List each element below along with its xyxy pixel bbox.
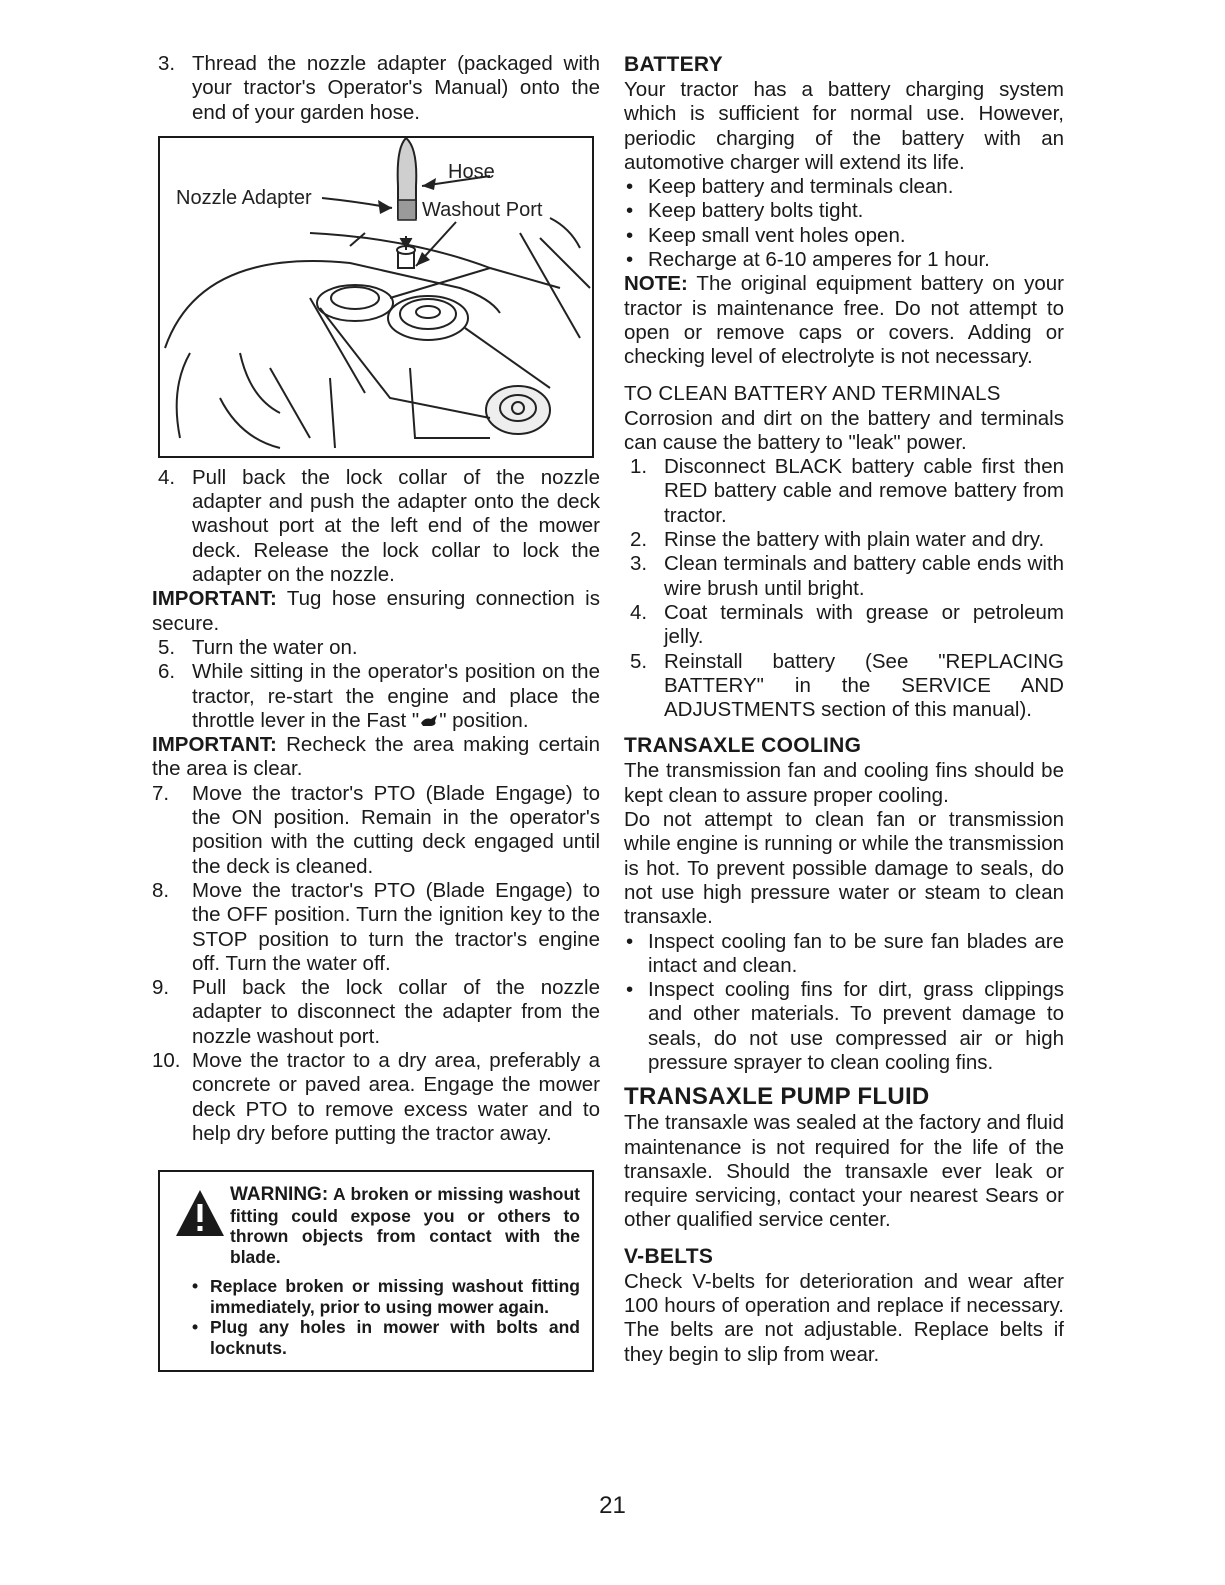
- right-column: [624, 52, 1064, 1367]
- list-item: [624, 248, 1064, 272]
- list-item: [624, 199, 1064, 223]
- important-text: Recheck the area making certain the area is clear.: [152, 733, 600, 781]
- washout-steps-a: [152, 466, 600, 587]
- list-item: [152, 636, 600, 660]
- list-item: [624, 930, 1064, 979]
- v-belts-heading: V-BELTS: [624, 1244, 714, 1268]
- bullet-icon: •: [626, 248, 634, 272]
- important-label: IMPORTANT:: [152, 733, 277, 757]
- bullet-text: Keep battery and terminals clean.: [648, 175, 954, 199]
- left-column: [152, 52, 600, 1372]
- step-text: Coat terminals with grease or petroleum jelly.: [664, 600, 1064, 649]
- list-item: [172, 1276, 580, 1317]
- list-item: [152, 52, 600, 125]
- list-item: [624, 650, 1064, 723]
- note-label: NOTE:: [624, 272, 688, 296]
- bullet-text: Replace broken or missing washout fitting immediately, prior to using mower again.: [210, 1276, 580, 1317]
- bullet-icon: •: [626, 223, 634, 247]
- step-text: Move the tractor's PTO (Blade Engage) to the ON position. Remain in the operator's position with the cutting deck engaged until the deck is cleaned.: [192, 781, 600, 878]
- step-number: 4.: [630, 600, 648, 624]
- step-number: 6.: [158, 660, 176, 684]
- transaxle-pump-fluid-heading: TRANSAXLE PUMP FLUID: [624, 1083, 930, 1111]
- pump-fluid-text: The transaxle was sealed at the factory and fluid maintenance is not required for the life of the transaxle. Should the transaxle ever leak or require servicing, contact your nearest Sears or other qualified service center.: [624, 1111, 1064, 1232]
- hose-label: Hose: [448, 160, 495, 183]
- list-item: [152, 879, 600, 976]
- step-number: 7.: [152, 781, 170, 805]
- note-text: The original equipment battery on your tractor is maintenance free. Do not attempt to open or remove caps or covers. Adding or checking level of electrolyte is not necessary.: [624, 272, 1064, 369]
- list-item: [624, 224, 1064, 248]
- list-item: [624, 552, 1064, 601]
- warning-box: [158, 1170, 594, 1372]
- washout-steps-c: [152, 782, 600, 1146]
- list-item: [624, 455, 1064, 528]
- washout-steps-intro: [152, 52, 600, 125]
- step-text: Rinse the battery with plain water and dry.: [664, 528, 1045, 552]
- warning-bullets: [172, 1276, 580, 1358]
- washout-port-label: Washout Port: [422, 198, 543, 221]
- list-item: [624, 978, 1064, 1075]
- list-item: [172, 1317, 580, 1358]
- step-text: Turn the water on.: [192, 635, 358, 659]
- washout-figure: [158, 136, 594, 458]
- step-number: 8.: [152, 878, 170, 902]
- warning-header: [172, 1184, 580, 1268]
- step-text: Pull back the lock collar of the nozzle adapter to disconnect the adapter from the nozzle washout port.: [192, 976, 600, 1048]
- step-number: 5.: [158, 635, 176, 659]
- list-item: [624, 528, 1064, 552]
- rabbit-icon: [419, 713, 439, 729]
- step-number: 3.: [158, 52, 176, 75]
- cooling-paragraph-1: The transmission fan and cooling fins should be kept clean to assure proper cooling.: [624, 759, 1064, 807]
- clean-battery-steps: [624, 455, 1064, 722]
- important-note: [152, 733, 600, 782]
- list-item: [624, 175, 1064, 199]
- step-text-end: " position.: [439, 708, 529, 732]
- page-number: 21: [599, 1492, 626, 1519]
- list-item: [152, 976, 600, 1049]
- step-number: 9.: [152, 976, 170, 1000]
- battery-note: [624, 272, 1064, 369]
- bullet-text: Plug any holes in mower with bolts and locknuts.: [210, 1317, 580, 1358]
- important-text: Tug hose ensuring connection is secure.: [152, 587, 600, 635]
- bullet-text: Recharge at 6-10 amperes for 1 hour.: [648, 248, 990, 272]
- list-item: [152, 782, 600, 879]
- list-item: [152, 466, 600, 587]
- step-text: Thread the nozzle adapter (packaged with your tractor's Operator's Manual) onto the end of your garden hose.: [192, 52, 600, 124]
- bullet-icon: •: [626, 978, 634, 1002]
- list-item: [624, 601, 1064, 650]
- step-number: 5.: [630, 649, 648, 673]
- step-number: 2.: [630, 528, 648, 552]
- bullet-icon: •: [626, 175, 634, 199]
- step-text: Move the tractor to a dry area, preferably a concrete or paved area. Engage the mower deck PTO to remove excess water and to help dry before putting the tractor away.: [192, 1049, 600, 1145]
- step-number: 1.: [630, 455, 648, 479]
- clean-battery-heading: TO CLEAN BATTERY AND TERMINALS: [624, 381, 1001, 405]
- nozzle-adapter-label: Nozzle Adapter: [176, 186, 312, 209]
- warning-text: A broken or missing washout fitting could expose you or others to thrown objects from contact with the blade.: [230, 1184, 580, 1267]
- step-number: 10.: [152, 1049, 181, 1073]
- step-number: 3.: [630, 552, 648, 576]
- step-text: Move the tractor's PTO (Blade Engage) to the OFF position. Turn the ignition key to the STOP position to turn the tractor's engine off. Turn the water off.: [192, 878, 600, 975]
- bullet-icon: •: [192, 1317, 199, 1338]
- step-text: Pull back the lock collar of the nozzle adapter and push the adapter onto the deck washout port at the left end of the mower deck. Release the lock collar to lock the adapter on the nozzle.: [192, 465, 600, 587]
- warning-word: WARNING:: [230, 1184, 329, 1206]
- v-belts-text: Check V-belts for deterioration and wear after 100 hours of operation and replace if necessary. The belts are not adjustable. Replace belts if they begin to slip from wear.: [624, 1269, 1064, 1366]
- step-number: 4.: [158, 465, 176, 489]
- cooling-paragraph-2: Do not attempt to clean fan or transmission while engine is running or while the transmission is hot. To prevent possible damage to seals, do not use high pressure water or steam to clean transaxle.: [624, 808, 1064, 929]
- step-text: Disconnect BLACK battery cable first then RED battery cable and remove battery from tractor.: [664, 455, 1064, 527]
- step-text: While sitting in the operator's position on the tractor, re-start the engine and place the throttle lever in the Fast ": [192, 660, 600, 732]
- list-item: [152, 1049, 600, 1146]
- bullet-text: Keep small vent holes open.: [648, 223, 906, 247]
- step-text: Reinstall battery (See "REPLACING BATTERY" in the SERVICE AND ADJUSTMENTS section of this manual).: [664, 649, 1064, 722]
- clean-battery-intro: Corrosion and dirt on the battery and terminals can cause the battery to "leak" power.: [624, 406, 1064, 454]
- bullet-icon: •: [192, 1276, 199, 1297]
- bullet-text: Keep battery bolts tight.: [648, 199, 864, 223]
- step-text: Clean terminals and battery cable ends with wire brush until bright.: [664, 552, 1064, 600]
- bullet-icon: •: [626, 929, 634, 953]
- battery-intro: Your tractor has a battery charging system which is sufficient for normal use. However, periodic charging of the battery with an automotive charger will extend its life.: [624, 78, 1064, 174]
- important-label: IMPORTANT:: [152, 587, 277, 611]
- battery-heading: BATTERY: [624, 53, 723, 76]
- bullet-text: Inspect cooling fan to be sure fan blades are intact and clean.: [648, 929, 1064, 977]
- washout-steps-b: [152, 636, 600, 733]
- bullet-text: Inspect cooling fins for dirt, grass clippings and other materials. To prevent damage to seals, do not use compressed air or high pressure sprayer to clean cooling fins.: [648, 978, 1064, 1074]
- transaxle-cooling-heading: TRANSAXLE COOLING: [624, 734, 862, 758]
- important-note: [152, 587, 600, 636]
- warning-triangle-icon: [174, 1188, 226, 1238]
- battery-bullets: [624, 175, 1064, 272]
- list-item: [152, 660, 600, 733]
- bullet-icon: •: [626, 199, 634, 223]
- cooling-bullets: [624, 930, 1064, 1076]
